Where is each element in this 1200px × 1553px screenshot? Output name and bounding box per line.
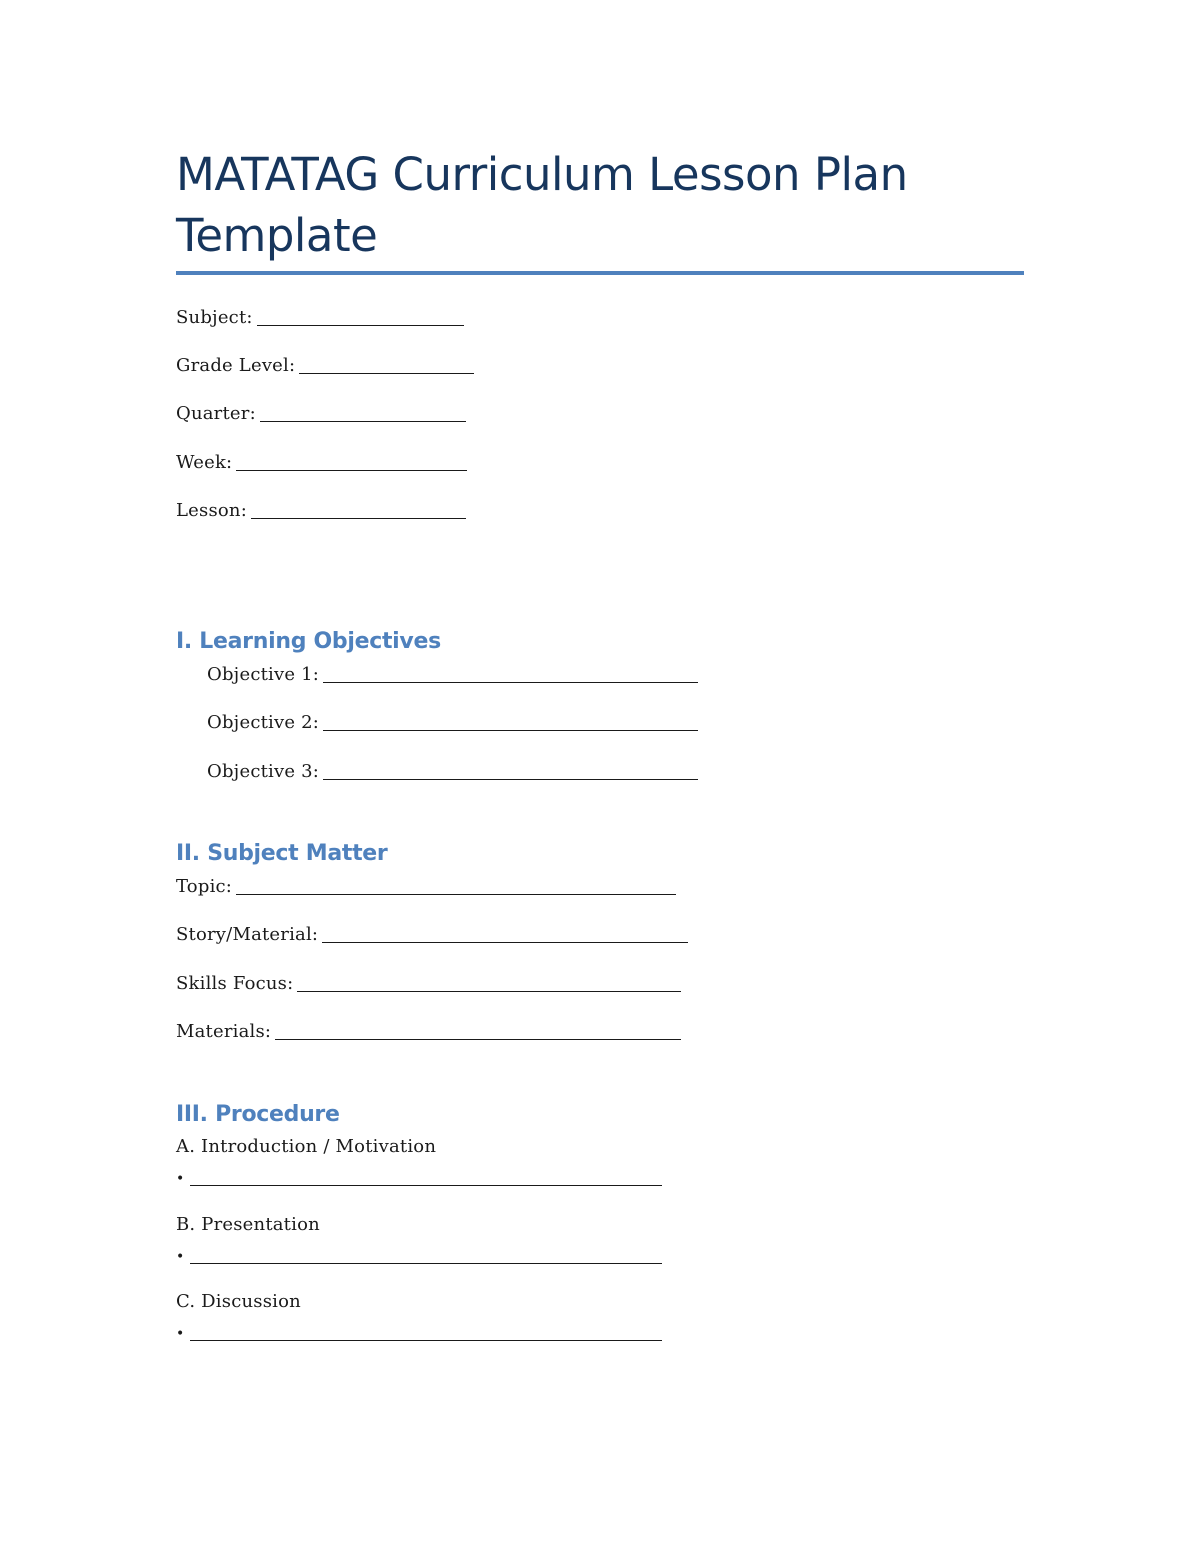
discussion-blank[interactable] [190, 1324, 662, 1341]
introduction-blank[interactable] [190, 1169, 662, 1186]
story-material-field [176, 924, 688, 946]
objective-1-field [207, 664, 698, 686]
procedure-heading: III. Procedure [176, 1102, 340, 1127]
quarter-blank[interactable] [260, 405, 466, 422]
skills-focus-label: Skills Focus: [176, 973, 294, 994]
lesson-field [176, 500, 466, 522]
story-material-label: Story/Material: [176, 924, 319, 945]
topic-label: Topic: [176, 876, 233, 897]
presentation-field [176, 1245, 662, 1268]
discussion-label: C. Discussion [176, 1291, 301, 1312]
objective-2-label: Objective 2: [207, 712, 320, 733]
introduction-label: A. Introduction / Motivation [176, 1136, 437, 1157]
objective-3-blank[interactable] [323, 763, 698, 780]
objective-2-blank[interactable] [323, 714, 698, 731]
learning-objectives-heading: I. Learning Objectives [176, 629, 441, 654]
quarter-field [176, 403, 466, 425]
presentation-blank[interactable] [190, 1247, 662, 1264]
objective-1-label: Objective 1: [207, 664, 320, 685]
bullet-icon: • [176, 1249, 185, 1265]
title-divider [176, 271, 1024, 275]
topic-blank[interactable] [236, 878, 676, 895]
bullet-icon: • [176, 1326, 185, 1342]
week-label: Week: [176, 452, 233, 473]
lesson-blank[interactable] [251, 502, 466, 519]
skills-focus-field [176, 973, 681, 995]
discussion-field [176, 1322, 662, 1345]
subject-field [176, 307, 464, 329]
objective-3-label: Objective 3: [207, 761, 320, 782]
quarter-label: Quarter: [176, 403, 256, 424]
materials-label: Materials: [176, 1021, 272, 1042]
objective-1-blank[interactable] [323, 666, 698, 683]
skills-focus-blank[interactable] [297, 975, 681, 992]
introduction-field [176, 1167, 662, 1190]
grade-level-blank[interactable] [299, 357, 474, 374]
subject-label: Subject: [176, 307, 253, 328]
objective-3-field [207, 761, 698, 783]
week-field [176, 452, 467, 474]
grade-level-label: Grade Level: [176, 355, 296, 376]
week-blank[interactable] [236, 454, 467, 471]
grade-level-field [176, 355, 474, 377]
bullet-icon: • [176, 1171, 185, 1187]
materials-field [176, 1021, 681, 1043]
story-material-blank[interactable] [322, 926, 688, 943]
objective-2-field [207, 712, 698, 734]
topic-field [176, 876, 676, 898]
presentation-label: B. Presentation [176, 1214, 320, 1235]
lesson-label: Lesson: [176, 500, 247, 521]
subject-matter-heading: II. Subject Matter [176, 841, 388, 866]
page-title: MATATAG Curriculum Lesson Plan Template [176, 148, 908, 262]
subject-blank[interactable] [257, 309, 464, 326]
materials-blank[interactable] [275, 1023, 681, 1040]
